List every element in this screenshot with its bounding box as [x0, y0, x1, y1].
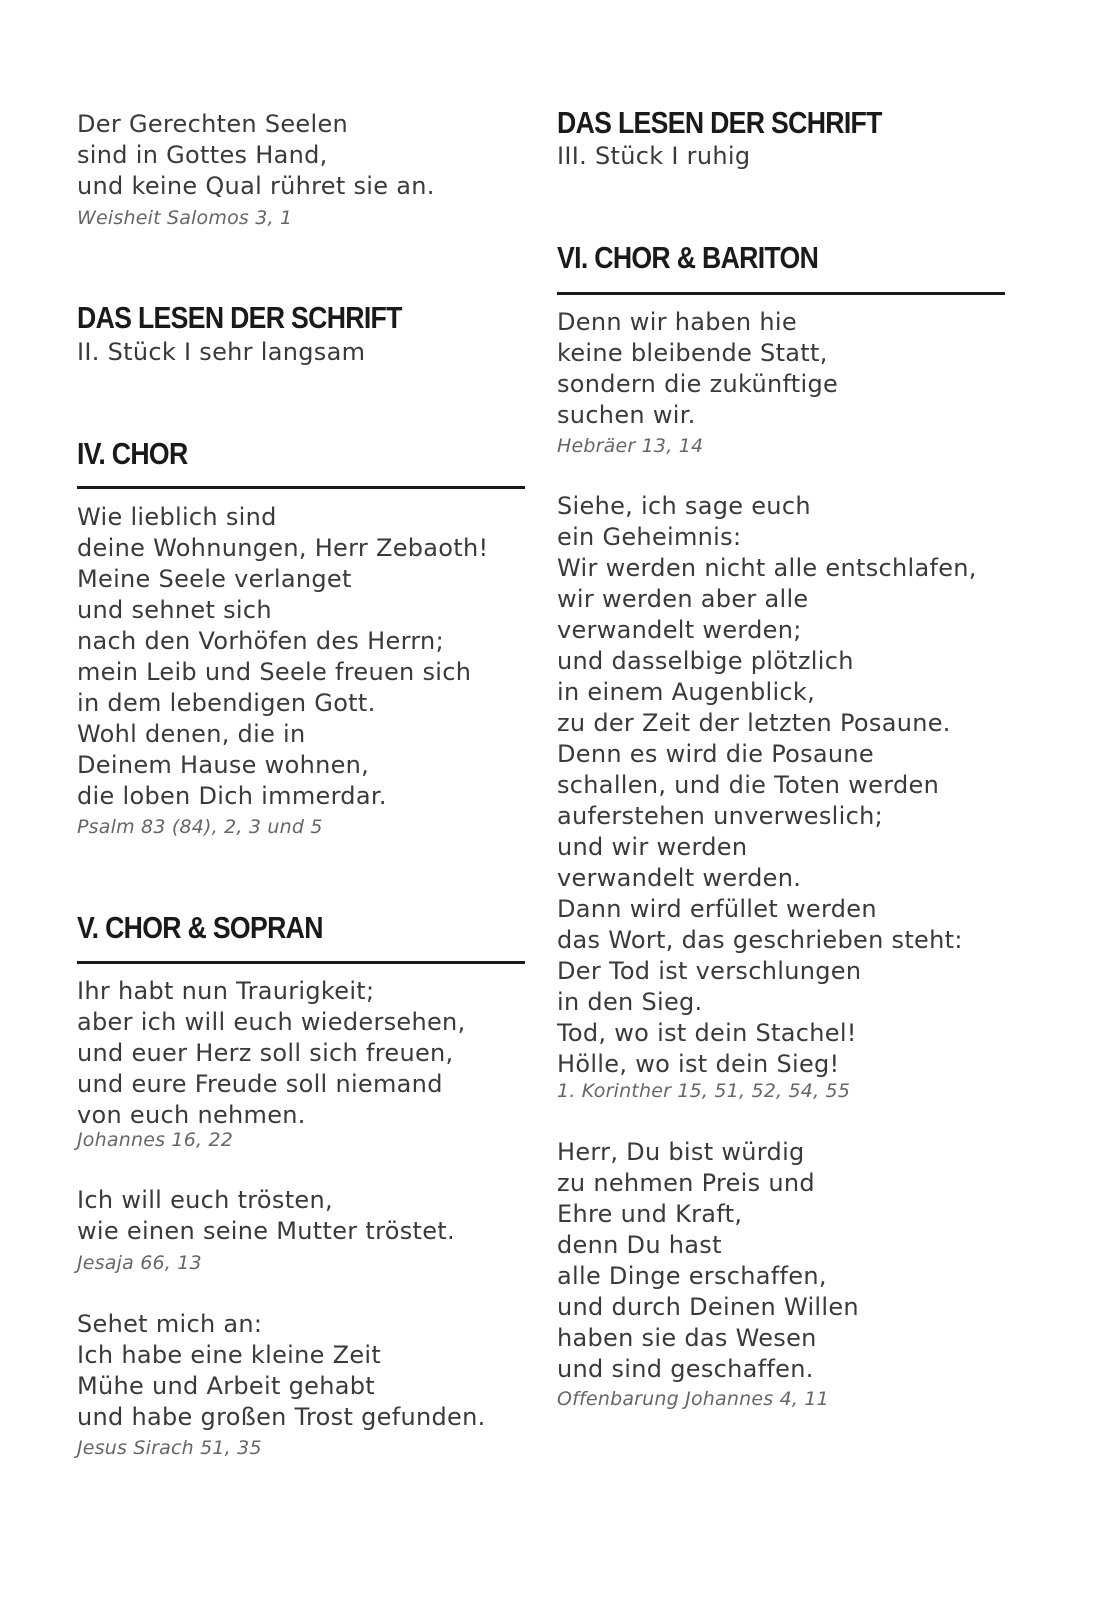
verse-line: Ihr habt nun Traurigkeit; [77, 977, 375, 1005]
verse-line: in dem lebendigen Gott. [77, 689, 376, 717]
scripture-reference: Psalm 83 (84), 2, 3 und 5 [77, 816, 323, 838]
scripture-reference: Offenbarung Johannes 4, 11 [557, 1388, 829, 1410]
scripture-reference: Jesus Sirach 51, 35 [77, 1437, 262, 1459]
section-divider [77, 961, 525, 964]
verse-line: Herr, Du bist würdig [557, 1138, 805, 1166]
verse-line: Wie lieblich sind [77, 503, 277, 531]
verse-line: Meine Seele verlanget [77, 565, 352, 593]
verse-line: das Wort, das geschrieben steht: [557, 926, 963, 954]
verse-line: die loben Dich immerdar. [77, 782, 387, 810]
verse-line: denn Du hast [557, 1231, 722, 1259]
verse-line: auferstehen unverweslich; [557, 802, 883, 830]
verse-line: Ich habe eine kleine Zeit [77, 1341, 382, 1369]
verse-line: mein Leib und Seele freuen sich [77, 658, 472, 686]
verse-line: Dann wird erfüllet werden [557, 895, 877, 923]
verse-line: wir werden aber alle [557, 585, 809, 613]
verse-line: und eure Freude soll niemand [77, 1070, 443, 1098]
verse-line: alle Dinge erschaffen, [557, 1262, 827, 1290]
verse-line: zu der Zeit der letzten Posaune. [557, 709, 951, 737]
verse-line: wie einen seine Mutter tröstet. [77, 1217, 455, 1245]
verse-line: von euch nehmen. [77, 1101, 306, 1129]
verse-line: Mühe und Arbeit gehabt [77, 1372, 375, 1400]
section-heading: V. CHOR & SOPRAN [77, 910, 323, 945]
verse-line: verwandelt werden. [557, 864, 802, 892]
verse-line: und durch Deinen Willen [557, 1293, 859, 1321]
verse-line: Tod, wo ist dein Stachel! [557, 1019, 857, 1047]
section-heading: DAS LESEN DER SCHRIFT [557, 105, 882, 140]
section-divider [77, 486, 525, 489]
verse-line: Ich will euch trösten, [77, 1186, 333, 1214]
verse-line: Denn wir haben hie [557, 308, 797, 336]
verse-line: sind in Gottes Hand, [77, 141, 328, 169]
verse-line: Ehre und Kraft, [557, 1200, 743, 1228]
verse-line: Deinem Hause wohnen, [77, 751, 370, 779]
verse-line: und habe großen Trost gefunden. [77, 1403, 486, 1431]
verse-line: verwandelt werden; [557, 616, 802, 644]
verse-line: Siehe, ich sage euch [557, 492, 811, 520]
section-subtitle: II. Stück I sehr langsam [77, 338, 366, 366]
verse-line: Sehet mich an: [77, 1310, 263, 1338]
verse-line: keine bleibende Statt, [557, 339, 828, 367]
verse-line: Denn es wird die Posaune [557, 740, 874, 768]
scripture-reference: Johannes 16, 22 [77, 1129, 234, 1151]
verse-line: Der Tod ist verschlungen [557, 957, 862, 985]
verse-line: und sind geschaffen. [557, 1355, 814, 1383]
verse-line: haben sie das Wesen [557, 1324, 817, 1352]
section-heading: VI. CHOR & BARITON [557, 240, 819, 275]
verse-line: suchen wir. [557, 401, 696, 429]
scripture-reference: Hebräer 13, 14 [557, 435, 704, 457]
verse-line: deine Wohnungen, Herr Zebaoth! [77, 534, 489, 562]
verse-line: und dasselbige plötzlich [557, 647, 854, 675]
verse-line: und keine Qual rühret sie an. [77, 172, 435, 200]
verse-line: Wohl denen, die in [77, 720, 306, 748]
section-heading: IV. CHOR [77, 436, 188, 471]
verse-line: nach den Vorhöfen des Herrn; [77, 627, 444, 655]
verse-line: sondern die zukünftige [557, 370, 839, 398]
section-subtitle: III. Stück I ruhig [557, 142, 751, 170]
section-heading: DAS LESEN DER SCHRIFT [77, 300, 402, 335]
scripture-reference: Jesaja 66, 13 [77, 1252, 202, 1274]
verse-line: ein Geheimnis: [557, 523, 742, 551]
scripture-reference: Weisheit Salomos 3, 1 [77, 207, 293, 229]
verse-line: in den Sieg. [557, 988, 703, 1016]
verse-line: und sehnet sich [77, 596, 272, 624]
section-divider [557, 292, 1005, 295]
scripture-reference: 1. Korinther 15, 51, 52, 54, 55 [557, 1080, 851, 1102]
verse-line: Wir werden nicht alle entschlafen, [557, 554, 977, 582]
verse-line: Hölle, wo ist dein Sieg! [557, 1050, 840, 1078]
verse-line: in einem Augenblick, [557, 678, 816, 706]
verse-line: aber ich will euch wiedersehen, [77, 1008, 466, 1036]
verse-line: schallen, und die Toten werden [557, 771, 940, 799]
verse-line: Der Gerechten Seelen [77, 110, 349, 138]
verse-line: und wir werden [557, 833, 748, 861]
verse-line: und euer Herz soll sich freuen, [77, 1039, 454, 1067]
verse-line: zu nehmen Preis und [557, 1169, 815, 1197]
